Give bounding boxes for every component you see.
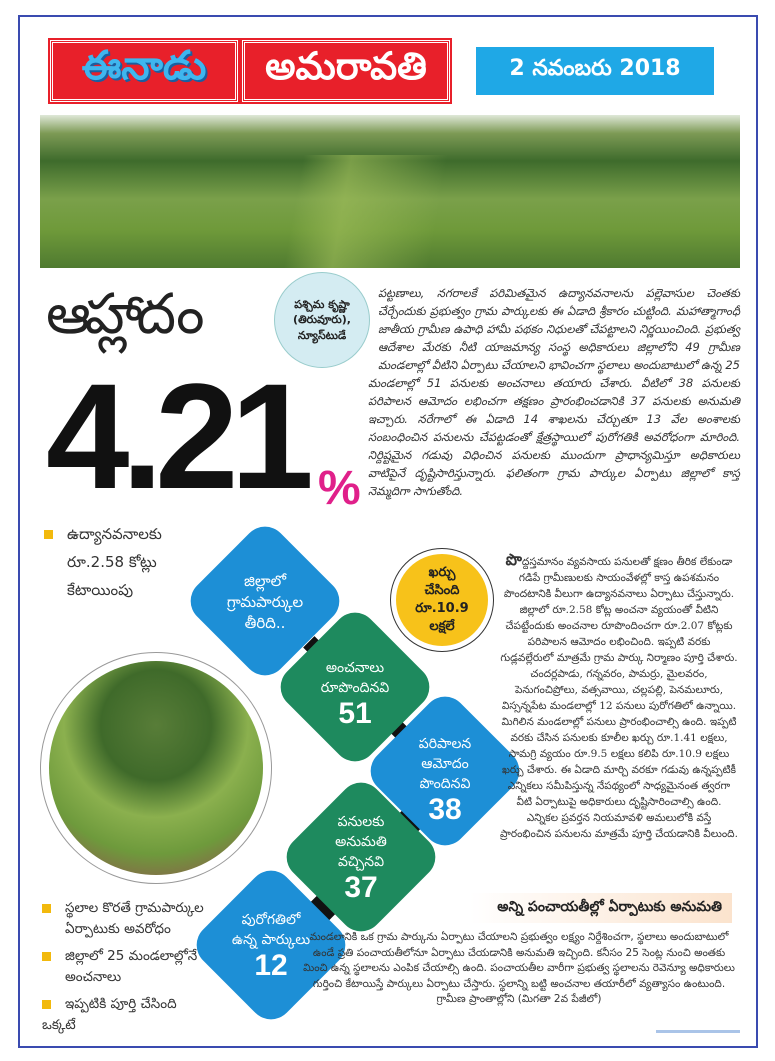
- bullet-square-icon: [42, 1000, 51, 1009]
- bullet-square-icon: [42, 952, 51, 961]
- flow-step-4: పనులకు అనుమతి వచ్చినవి 37: [335, 814, 387, 904]
- bottom-bullets: [42, 898, 210, 1036]
- percent-sign: %: [318, 462, 361, 515]
- wrap-spacer: [282, 374, 368, 534]
- edition-name: అమరావతి: [242, 40, 450, 102]
- bullet-square-icon: [44, 530, 53, 539]
- third-article-text: మండలానికి ఒక గ్రామ పార్కును ఏర్పాటు చేయాలని ప్రభుత్వం లక్ష్యం నిర్దేశించగా, స్థలాలు అందుబాటులో ఉండే ప్రతి పంచాయతీలోనూ ఏర్పాటు చేయడానికి అనుమతి ఇచ్చింది. కనీసం 25 సెంట్ల నుంచి అంతకు మించి ఉన్న స్థలాలను ఎంపిక చేయాల్సి ఉంది. పంచాయతీల వారీగా ప్రభుత్వ స్థలాలను రెవెన్యూ అధికారులు గుర్తించి కేటాయిస్తే పార్కులు ఏర్పాటు చేస్తారు. స్థలాన్ని బట్టి అంచనాల తయారీలో వ్యత్యాసం ఉంటుంది. గ్రామీణ ప్రాంతాల్లోని (మిగతా 2వ పేజీలో): [303, 931, 735, 1005]
- spent-badge: ఖర్చు చేసింది రూ.10.9 లక్షలే: [390, 548, 494, 652]
- bullet-square-icon: [42, 904, 51, 913]
- big-figure: 4.21: [46, 352, 306, 520]
- park-photo: [40, 115, 740, 268]
- bullet-text: అంచనాలు: [65, 969, 122, 985]
- garden-photo-circle: [40, 652, 272, 884]
- bullet-text: కేటాయింపు: [67, 581, 134, 599]
- flow-step-1: జిల్లాలో గ్రామపార్కుల తీరిది..: [226, 572, 304, 632]
- second-article-text: [500, 552, 738, 842]
- bullet-text: రూ.2.58 కోట్లు: [67, 553, 157, 571]
- bullet-text: ఉద్యానవనాలకు: [67, 525, 162, 543]
- second-article-body: ద్దస్తమానం వ్యవసాయ పనులతో క్షణం తీరిక లేకుండా గడిపే గ్రామీణులకు సాయంవేళల్లో కాస్త ఉపశమనం పొందటానికి వీలుగా ఉద్యానవనాలు ఏర్పాటు చేస్తున్నారు. జిల్లాలో రూ.2.58 కోట్ల అంచనా వ్యయంతో వీటిని చేపట్టేందుకు అంచనాల రూపొందించగా రూ.2.07 కోట్లకు పరిపాలన ఆమోదం లభించింది. ఇప్పటి వరకు గుడ్లవల్లేరులో మాత్రమే గ్రామ పార్కు నిర్మాణం పూర్తి చేశారు. చందర్లపాడు, గన్నవరం, పామర్రు, మైలవరం, పెనుగంచిప్రోలు, వత్సవాయి, చల్లపల్లి, పెనమలూరు, విస్సన్నపేట మండలాల్లో 12 పనులు పురోగతిలో ఉన్నాయి. మిగిలిన మండలాల్లో పనులు ప్రారంభించాల్సి ఉంది. ఇప్పటి వరకు చేసిన పనులకు కూలీల ఖర్చు రూ.1.41 లక్షలు, సామగ్రి వ్యయం రూ.9.5 లక్షలు కలిపి రూ.10.9 లక్షలు ఖర్చు చేశారు. ఈ ఏడాది మార్చి వరకూ గడువు ఉన్నప్పటికీ ఎన్నికలు సమీపిస్తున్న నేపథ్యంలో సాధ్యమైనంత త్వరగా వీటి ఏర్పాటుపై అధికారులు దృష్టిసారించాల్సి ఉంది. ఎన్నికల ప్రవర్తన నియమావళి అమలులోకి వస్తే ప్రారంభించిన పనులను మాత్రమే పూర్తి చేయడానికి వీలుంది.: [500, 556, 738, 840]
- dateline-line: న్యూస్‌టుడే: [297, 328, 347, 342]
- lead-text-body: పట్టణాలు, నగరాలకే పరిమితమైన ఉద్యానవనాలను పల్లెవాసుల చెంతకు చేర్చేందుకు ప్రభుత్వం గ్రామ పార్కులకు ఈ ఏడాది శ్రీకారం చుట్టింది. మహాత్మాగాంధీ జాతీయ గ్రామీణ ఉపాధి హామీ పథకం నిధులతో చేపట్టాలని నిర్ణయించింది. ప్రభుత్వ ఆదేశాల మేరకు నీటి యాజమాన్య సంస్థ అధికారులు జిల్లాలోని 49 గ్రామీణ మండలాల్లో వీటిని ఏర్పాటు చేయాలని భావించగా స్థలాలు అందుబాటులో ఉన్న 25 మండలాల్లో 51 పనులకు అంచనాలు తయారు చేశారు. వీటిలో 38 పనులకు పరిపాలన ఆమోదం లభించగా తక్షణం ప్రారంభించడానికి 37 పనులకు అనుమతి ఇచ్చారు. నరేగాలో ఈ ఏడాది 14 శాఖలను చేర్చుతూ 13 వేల అంశాలకు సంబంధించిన పనులను చేపట్టడంతో క్షేత్రస్థాయిలో పురోగతికి అవరోధంగా మారింది. నిర్దిష్టమైన గడువు విధించిన పనులకు ముందుగా ప్రాధాన్యమిస్తూ అధికారులు వాటిపైనే దృష్టిసారిస్తున్నారు. ఫలితంగా గ్రామ పార్కుల ఏర్పాటు జిల్లాలో కాస్త నెమ్మదిగా సాగుతోంది.: [368, 286, 740, 498]
- bullet-text: ఇప్పటికి పూర్తి చేసింది ఒక్కటే: [42, 996, 177, 1033]
- drop-cap: పొ: [505, 550, 522, 569]
- flow-step-3: పరిపాలన ఆమోదం పొందినవి 38: [418, 736, 472, 826]
- eenadu-logo: ఈనాడు: [50, 40, 238, 102]
- wrap-spacer: [282, 284, 378, 374]
- bullet-text: జిల్లాలో 25 మండలాల్లోనే: [65, 948, 198, 964]
- dateline-line: పశ్చిమ కృష్ణా: [294, 297, 350, 311]
- headline: ఆహ్లాదం: [46, 282, 199, 347]
- lead-text: [282, 284, 740, 534]
- subheading: అన్ని పంచాయతీల్లో ఏర్పాటుకు అనుమతి: [470, 893, 732, 923]
- bullet-text: ఏర్పాటుకు అవరోధం: [65, 921, 171, 937]
- dateline-line: (తిరువూరు),: [293, 313, 351, 327]
- flow-step-2: అంచనాలు రూపొందినవి 51: [320, 660, 390, 730]
- bullet-text: స్థలాల కొరతే గ్రామపార్కుల: [65, 900, 204, 916]
- publication-date: 2 నవంబరు 2018: [476, 47, 714, 95]
- top-bullet: [44, 520, 194, 604]
- flow-step-5: పురోగతిలో ఉన్న పార్కులు 12: [231, 912, 311, 982]
- end-rule: [656, 1030, 740, 1033]
